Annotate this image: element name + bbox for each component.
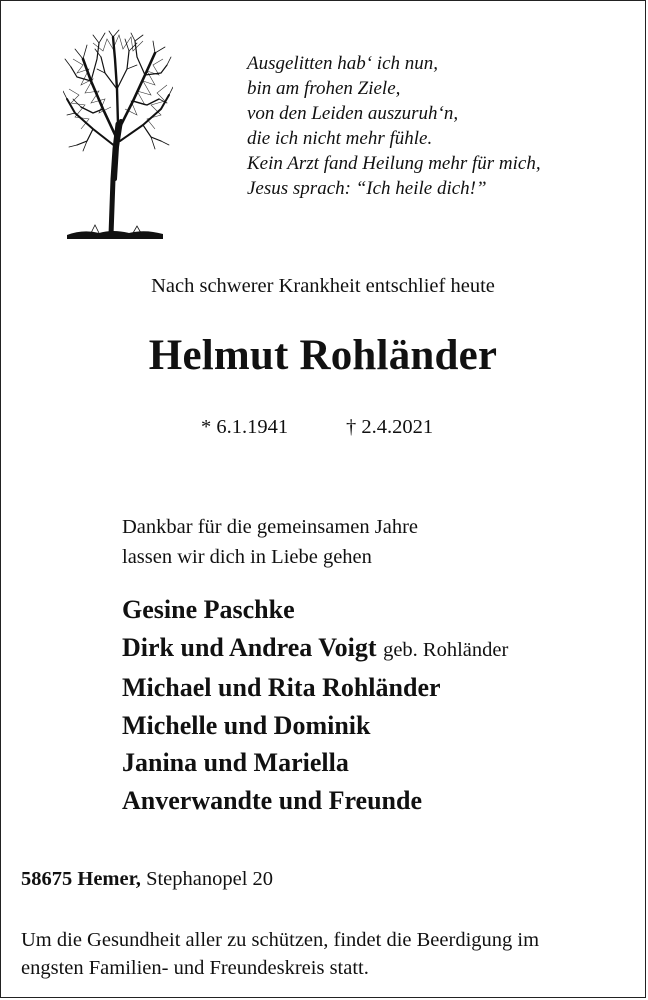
address-street: Stephanopel 20 xyxy=(146,868,274,890)
poem xyxy=(247,51,607,201)
mourner-name: Michael und Rita Rohländer xyxy=(122,673,441,702)
mourner-entry xyxy=(122,669,508,707)
mourner-name: Dirk und Andrea Voigt xyxy=(122,632,377,662)
intro-text: Nach schwerer Krankheit entschlief heute xyxy=(151,275,495,297)
mourner-name: Michelle und Dominik xyxy=(122,710,371,740)
mourner-entry xyxy=(122,707,508,745)
tree-icon xyxy=(63,29,173,241)
address xyxy=(21,868,273,891)
poem-line: Jesus sprach: “Ich heile dich!” xyxy=(247,178,487,199)
mourner-name: Gesine Paschke xyxy=(122,595,295,624)
thanks-line: Dankbar für die gemeinsamen Jahre xyxy=(122,516,418,538)
death-date: † 2.4.2021 xyxy=(346,416,434,438)
poem-line: die ich nicht mehr fühle. xyxy=(247,128,433,149)
poem-line: Kein Arzt fand Heilung mehr für mich, xyxy=(247,153,541,174)
mourner-entry xyxy=(122,629,508,670)
funeral-note-line: engsten Familien- und Freundeskreis statt. xyxy=(21,957,369,979)
poem-line: bin am frohen Ziele, xyxy=(247,78,401,99)
mourner-entry xyxy=(122,744,508,782)
mourner-entry xyxy=(122,782,508,820)
funeral-note-line: Um die Gesundheit aller zu schützen, findet die Beerdigung im xyxy=(21,929,540,951)
mourner-name: Janina und Mariella xyxy=(122,748,349,777)
poem-line: von den Leiden auszuruh‘n, xyxy=(247,103,459,124)
mourners-list xyxy=(122,591,508,819)
birth-date: * 6.1.1941 xyxy=(201,416,289,438)
deceased-name: Helmut Rohländer xyxy=(148,332,498,379)
thanks-line: lassen wir dich in Liebe gehen xyxy=(122,546,372,568)
poem-line: Ausgelitten hab‘ ich nun, xyxy=(247,53,439,74)
mourner-note: geb. Rohländer xyxy=(383,638,509,661)
funeral-note xyxy=(21,926,633,982)
mourner-entry xyxy=(122,591,508,629)
mourner-name: Anverwandte und Freunde xyxy=(122,785,423,815)
thanks-text xyxy=(122,512,418,572)
address-city: 58675 Hemer, xyxy=(21,868,141,890)
